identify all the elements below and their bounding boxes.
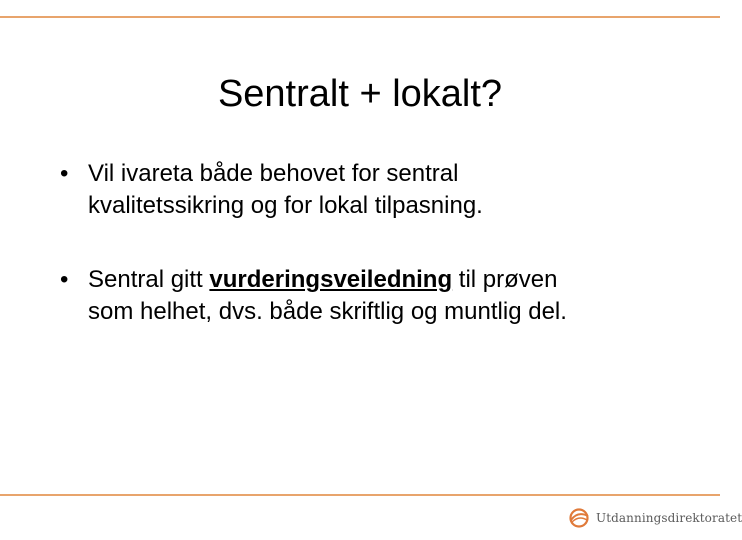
bullet-2-text-pre: Sentral gitt — [88, 266, 210, 293]
bullet-item-1 — [60, 158, 680, 222]
slide-title: Sentralt + lokalt? — [217, 73, 503, 115]
bullet-1-line-1: Vil ivareta både behovet for sentral — [88, 160, 459, 187]
bullet-1-line-2: kvalitetssikring og for lokal tilpasning. — [88, 192, 483, 219]
utdanningsdirektoratet-emblem-icon — [568, 507, 590, 529]
bullet-marker: • — [60, 160, 69, 187]
bullet-list — [60, 158, 680, 370]
bullet-marker: • — [60, 266, 69, 293]
bullet-item-2 — [60, 264, 680, 328]
bullet-2-emphasis: vurderingsveiledning — [209, 266, 453, 293]
bullet-2-text-post: til prøven — [452, 266, 558, 293]
footer-logo — [568, 504, 742, 532]
logo-text: Utdanningsdirektoratet — [596, 511, 742, 525]
top-rule — [0, 16, 720, 18]
bullet-2-line-2: som helhet, dvs. både skriftlig og muntlig del. — [88, 298, 567, 325]
bottom-rule — [0, 494, 720, 496]
